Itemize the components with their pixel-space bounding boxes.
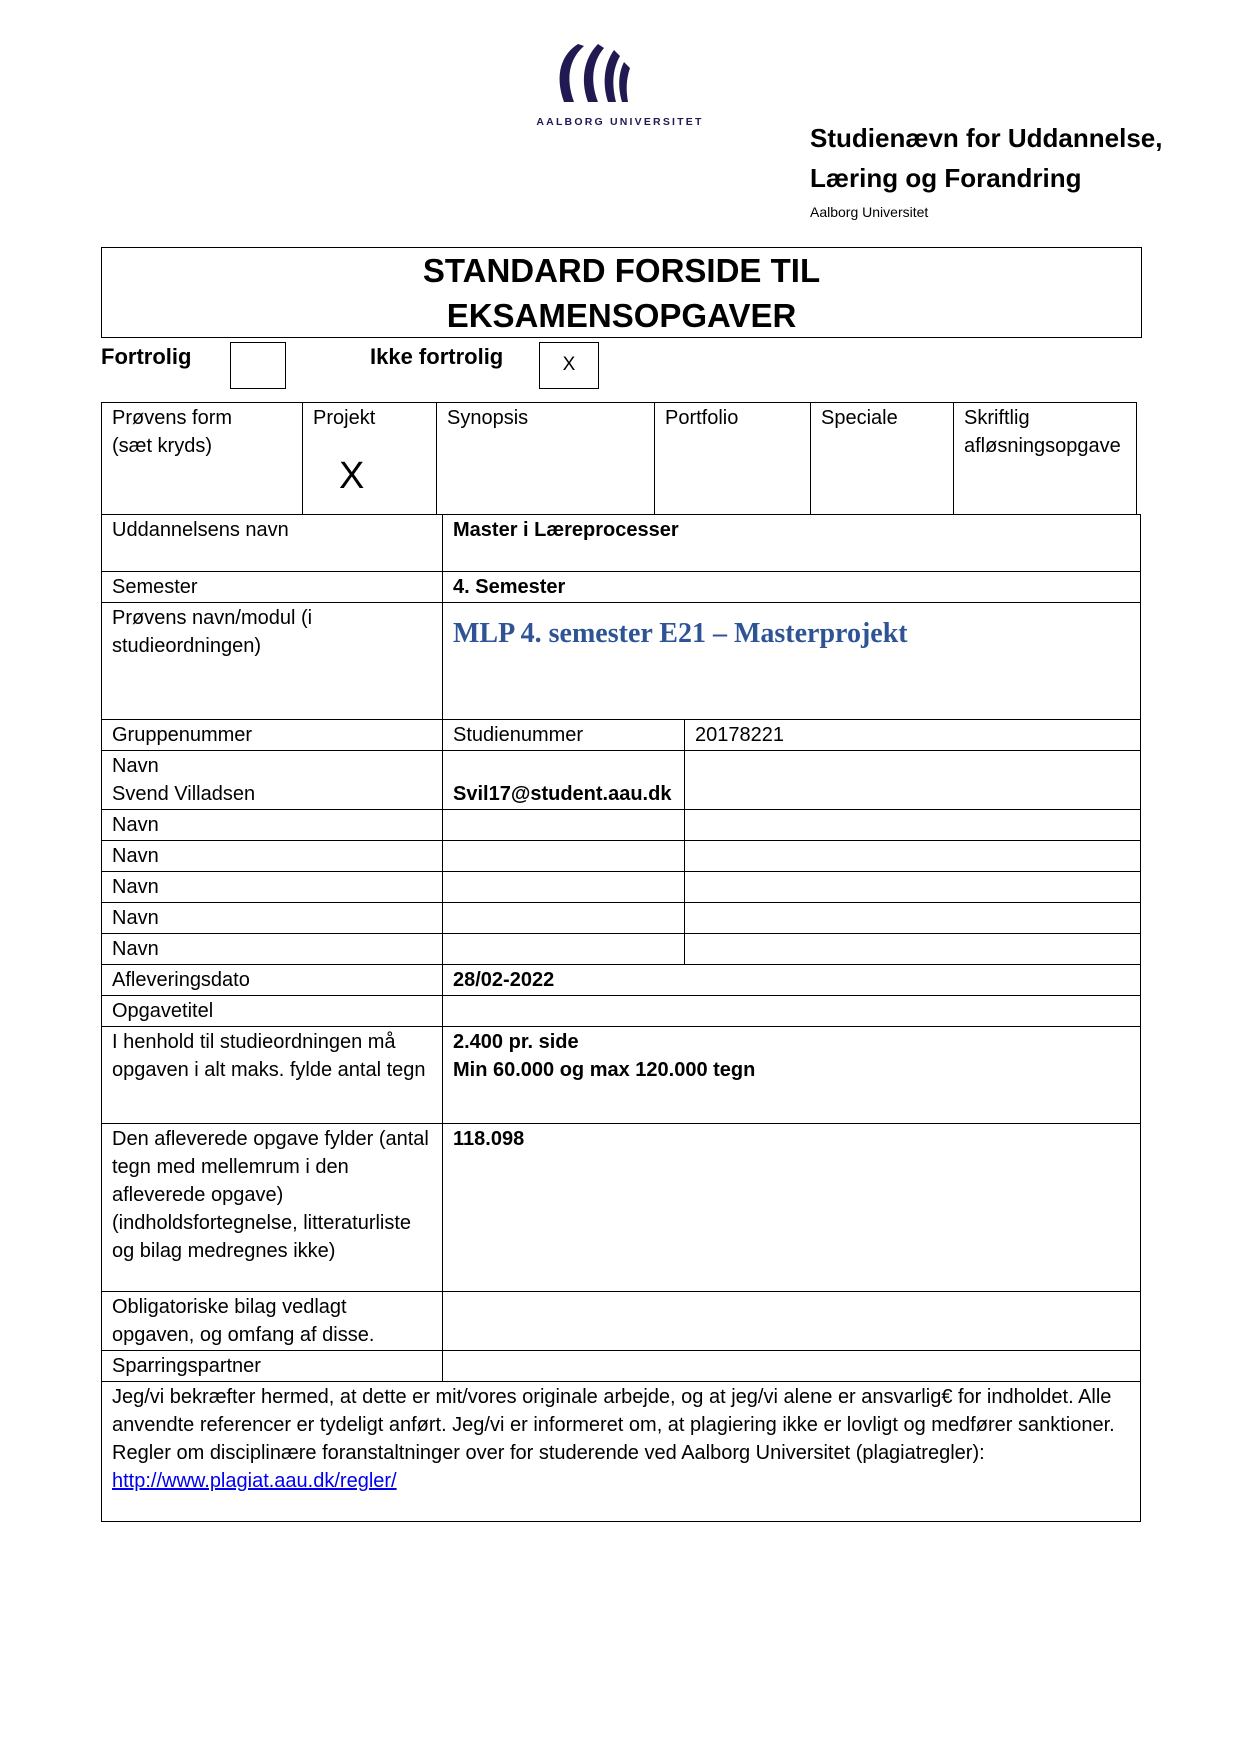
fortrolig-label: Fortrolig: [101, 344, 192, 369]
name-label: Navn: [102, 872, 443, 903]
aau-logo-icon: [520, 40, 720, 116]
exam-form-label-line1: Prøvens form: [112, 407, 233, 429]
department-line2: Læring og Forandring: [810, 163, 1082, 193]
student-name: Svend Villadsen: [112, 783, 256, 805]
department-line1: Studienævn for Uddannelse,: [810, 123, 1163, 153]
limit-label: I henhold til studieordningen må opgaven i alt maks. fylde antal tegn: [102, 1027, 443, 1124]
option-label: Projekt: [313, 407, 376, 429]
declaration: [102, 1382, 1141, 1522]
semester-label: Semester: [102, 572, 443, 603]
empty-cell: [443, 934, 685, 965]
name-label: Navn: [102, 841, 443, 872]
empty-cell: [685, 903, 1141, 934]
name-label: Navn: [102, 903, 443, 934]
title-value: [443, 996, 1141, 1027]
info-table: [101, 514, 1141, 1522]
title-line2: EKSAMENSOPGAVER: [446, 297, 797, 334]
ikke-fortrolig-label: Ikke fortrolig: [370, 344, 504, 369]
option-label: Speciale: [821, 407, 898, 429]
title-line1: STANDARD FORSIDE TIL: [422, 252, 821, 289]
declaration-text: Jeg/vi bekræfter hermed, at dette er mit/vores originale arbejde, og at jeg/vi alene er ansvarlig€ for indholdet. Alle anvendte referencer er tydeligt anført. Jeg/vi er informeret om, at plagiering ikke er lovligt og medfører sanktioner. Regler om disciplinære foranstaltninger over for studerende ved Aalborg Universitet (plagiatregler):: [112, 1386, 1115, 1464]
education-value: Master i Læreprocesser: [443, 515, 1141, 572]
length-label: Den afleverede opgave fylder (antal tegn med mellemrum i den afleverede opgave) (indholdsfortegnelse, litteraturliste og bilag medregnes ikke): [102, 1124, 443, 1292]
department-header: [810, 118, 1230, 220]
empty-cell: [685, 751, 1141, 810]
empty-cell: [685, 872, 1141, 903]
exam-form-label: [102, 403, 303, 515]
page-title: [101, 247, 1142, 338]
exam-name-value: MLP 4. semester E21 – Masterprojekt: [453, 618, 908, 649]
option-label: Portfolio: [665, 407, 739, 429]
education-label: Uddannelsens navn: [102, 515, 443, 572]
appendix-value: [443, 1292, 1141, 1351]
empty-cell: [443, 903, 685, 934]
title-label: Opgavetitel: [102, 996, 443, 1027]
exam-form-option-projekt[interactable]: [303, 403, 437, 515]
group-label: Gruppenummer: [102, 720, 443, 751]
sparring-label: Sparringspartner: [102, 1351, 443, 1382]
university-name: AALBORG UNIVERSITET: [536, 116, 704, 128]
exam-form-table: [101, 402, 1137, 515]
appendix-label: Obligatoriske bilag vedlagt opgaven, og omfang af disse.: [102, 1292, 443, 1351]
student-name-cell: [102, 751, 443, 810]
limit-value-line2: Min 60.000 og max 120.000 tegn: [453, 1059, 756, 1081]
exam-form-option-skriftlig[interactable]: [954, 403, 1137, 515]
university-logo: [520, 40, 720, 135]
empty-cell: [443, 810, 685, 841]
empty-cell: [685, 934, 1141, 965]
student-number-label: Studienummer: [443, 720, 685, 751]
limit-value-line1: 2.400 pr. side: [453, 1031, 579, 1053]
sparring-value: [443, 1351, 1141, 1382]
delivery-date-label: Afleveringsdato: [102, 965, 443, 996]
exam-name-label: Prøvens navn/modul (i studieordningen): [102, 603, 443, 720]
name-label: Navn: [102, 934, 443, 965]
ikke-fortrolig-checkbox[interactable]: X: [539, 342, 599, 389]
length-value: 118.098: [443, 1124, 1141, 1292]
semester-value: 4. Semester: [443, 572, 1141, 603]
empty-cell: [685, 810, 1141, 841]
fortrolig-checkbox[interactable]: [230, 342, 286, 389]
empty-cell: [443, 872, 685, 903]
option-label: Synopsis: [447, 407, 529, 429]
name-label: Navn: [112, 755, 159, 777]
empty-cell: [443, 841, 685, 872]
exam-form-option-portfolio[interactable]: [655, 403, 811, 515]
exam-form-option-synopsis[interactable]: [437, 403, 655, 515]
option-label: Skriftlig afløsningsopgave: [964, 407, 1121, 457]
exam-form-option-speciale[interactable]: [811, 403, 954, 515]
projekt-check-mark: X: [339, 455, 365, 497]
student-email: Svil17@student.aau.dk: [443, 751, 685, 810]
name-label: Navn: [102, 810, 443, 841]
department-sub: Aalborg Universitet: [810, 204, 929, 220]
empty-cell: [685, 841, 1141, 872]
exam-form-label-line2: (sæt kryds): [112, 435, 212, 457]
delivery-date-value: 28/02-2022: [443, 965, 1141, 996]
limit-value: [443, 1027, 1141, 1124]
plagiarism-rules-link[interactable]: http://www.plagiat.aau.dk/regler/: [112, 1470, 397, 1492]
student-number-value: 20178221: [685, 720, 1141, 751]
